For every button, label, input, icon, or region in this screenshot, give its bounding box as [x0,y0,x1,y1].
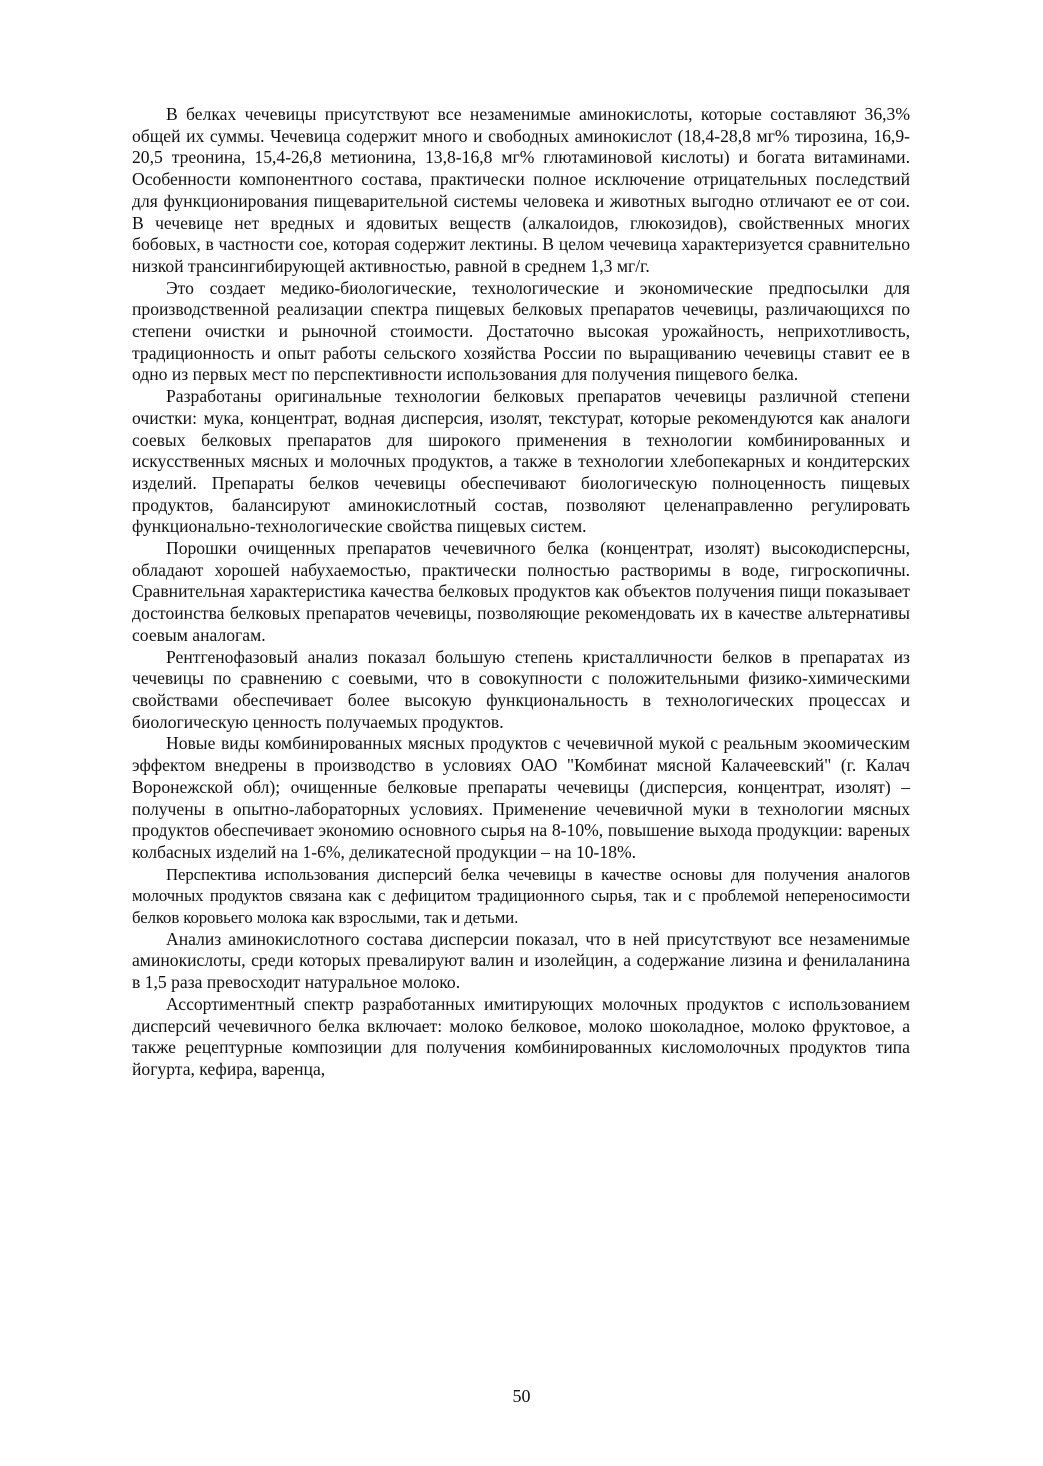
paragraph-meat-products: Новые виды комбинированных мясных продуктов с чечевичной мукой с реальным экоомическим эффектом внедрены в производство в условиях ОАО "Комбинат мясной Калачеевский" (г. Калач Воронежской обл); очищенные белковые препараты чечевицы (дисперсия, концентрат, изолят) – получены в опытно-лабораторных условиях. Применение чечевичной муки в технологии мясных продуктов обеспечивает экономию основного сырья на 8-10%, повышение выхода продукции: вареных колбасных изделий на 1-6%, деликатесной продукции – на 10-18%. [132,733,910,862]
paragraph-dairy-prospects: Перспектива использования дисперсий белка чечевицы в качестве основы для получения аналогов молочных продуктов связана как с дефицитом традиционного сырья, так и с проблемой непереносимости белков коровьего молока как взрослыми, так и детьми. [132,864,910,928]
paragraph-xray-analysis: Рентгенофазовый анализ показал большую степень кристалличности белков в препаратах из чечевицы по сравнению с соевыми, что в совокупности с положительными физико-химическими свойствами обеспечивает более высокую функциональность в технологических процессах и биологическую ценность получаемых продуктов. [132,646,910,732]
paragraph-powders: Порошки очищенных препаратов чечевичного белка (концентрат, изолят) высокодисперсны, обладают хорошей набухаемостью, практически полностью растворимы в воде, гигроскопичны. Сравнительная характеристика качества белковых продуктов как объектов получения пищи показывает достоинства белковых препаратов чечевицы, позволяющие рекомендовать их в качестве альтернативы соевым аналогам. [132,538,910,645]
paragraph-amino-acids: В белках чечевицы присутствуют все незаменимые аминокислоты, которые составляют 36,3% общей их суммы. Чечевица содержит много и свободных аминокислот (18,4-28,8 мг% тирозина, 16,9-20,5 треонина, 15,4-26,8 метионина, 13,8-16,8 мг% глютаминовой кислоты) и богата витаминами. Особенности компонентного состава, практически полное исключение отрицательных последствий для функционирования пищеварительной системы человека и животных выгодно отличают ее от сои. В чечевице нет вредных и ядовитых веществ (алкалоидов, глюкозидов), свойственных многих бобовых, в частности сое, которая содержит лектины. В целом чечевица характеризуется сравнительно низкой трансингибирующей активностью, равной в среднем 1,3 мг/г. [132,104,910,276]
paragraph-dispersion-analysis: Анализ аминокислотного состава дисперсии показал, что в ней присутствуют все незаменимые аминокислоты, среди которых превалируют валин и изолейцин, а содержание лизина и фенилаланина в 1,5 раза превосходит натуральное молоко. [132,928,910,993]
body-text [132,104,910,1081]
paragraph-prerequisites: Это создает медико-биологические, технологические и экономические предпосылки для производственной реализации спектра пищевых белковых препаратов чечевицы, различающихся по степени очистки и рыночной стоимости. Достаточно высокая урожайность, неприхотливость, традиционность и опыт работы сельского хозяйства России по выращиванию чечевицы ставит ее в одно из первых мест по перспективности использования для получения пищевого белка. [132,277,910,385]
paragraph-assortment: Ассортиментный спектр разработанных имитирующих молочных продуктов с использованием дисперсий чечевичного белка включает: молоко белковое, молоко шоколадное, молоко фруктовое, а также рецептурные композиции для получения комбинированных кисломолочных продуктов типа йогурта, кефира, варенца, [132,993,910,1079]
paragraph-technologies: Разработаны оригинальные технологии белковых препаратов чечевицы различной степени очистки: мука, концентрат, водная дисперсия, изолят, текстурат, которые рекомендуются как аналоги соевых белковых препаратов для широкого применения в технологии комбинированных и искусственных мясных и молочных продуктов, а также в технологии хлебопекарных и кондитерских изделий. Препараты белков чечевицы обеспечивают биологическую полноценность пищевых продуктов, балансируют аминокислотный состав, позволяют целенаправленно регулировать функционально-технологические свойства пищевых систем. [132,386,910,537]
page-number: 50 [512,1386,531,1406]
